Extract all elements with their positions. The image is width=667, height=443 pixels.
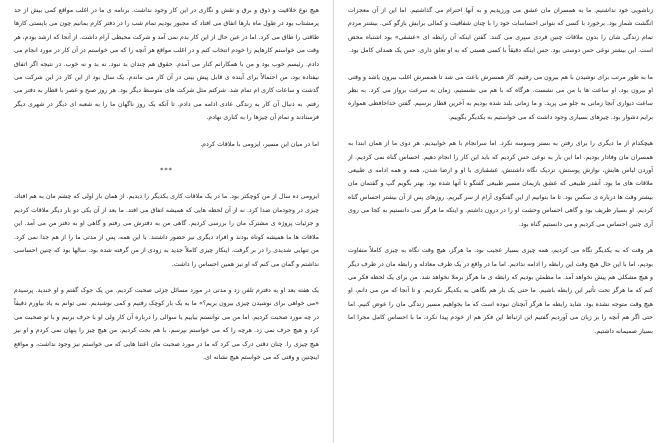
left-paragraph-3: ایزومی ده سال از من کوچکتر بود. ما در یک ملاقات کاری یکدیگر را دیدیم. از همان بار اولی که چشم مان به هم افتاد، چیزی در وجودمان صدا کرد. نه از آن لحظه هایی که همیشه اتفاق می افتد. ما بعد از آن یکی دو بار دیگر ملاقات کردیم و جزئیات پروژه ی مشترک مان را بررسی کردیم. گاهی من به دفترش می رفتم و گاهی او به دفتر من می آمد. این ملاقات ها ما همیشه کوتاه بودند و افراد دیگری نیز حضور داشتند. با این همه، پس از مدتی ما را از هم جدا نمی کرد. من تنهایی شدیدی را در بر گرفت. اینکار چیزی کاملاً جدید به زودی از من گرفته شده بود. سالها بود که چنین احساسی نداشتم و گمان می کنم که او نیز همین احساس را داشت. (14, 193, 319, 268)
right-paragraph-3: هیچکدام از ما دیگری را برای رفتن به بستر وسوسه نکرد. اما سرانجام با هم خوابیدیم. هر دوی ما از همان ابتدا به همسران مان وفادار بودیم. اما این بار به نوعی حس کردیم که باید این کار را انجام دهیم. احساس گناه نمی کردیم. از آوردن لباس هایش، نوازش پوستش، نزدیک نگاه داشتنش، عشقبازی با او و ارضا شدن، همه و همه ادامه ی طبیعی ملاقات های ما بود. آنقدر طبیعی که عشق بازیمان مسیر طبیعی گفتگو با آنها شده بود. بهتر بگویم گپ و گفتمان مان بیشتر وقت ها درباره ی سکس بود. تا ما بتوانیم از این گفتگوی آرام از سر گیریم. روزهای پس از آن بیشتر احساس گناه کردیم. او بسیار ظریف بود و گاهی احساس وحشت او را در درون داشتم. و اینکه ما هرگز نمی دانستیم به کجا می روی آری چنین احساس می کردیم و می دانستیم گناه بود. (348, 140, 653, 228)
left-paragraph-4: یک هفته بعد او به دفترم تلفن زد و مدتی در مورد مسائل جزئی صحبت کردیم. من یک جوک گفتم و او خندید. پرسیدم «می خواهی برای نوشیدن چیزی بیرون بریم؟» ما به یک بار کوچک رفتیم و کمی نوشیدیم. نمی توانم به یاد بیاورم دقیقاً در چه مورد صحبت کردیم. اما من می توانستم بیاییم یا سوالی را درباره آن کار ولی او با حرف برنیم و با تو صحبت می کرد و هیچ حرف نمی زد. هرچه را که می خواستم بپرسم، با هم بحث کردیم. من هیچ چیز را پنهان نمی کردم و او نیز هیچ چیزی را. چنان دقتی درک می کرد که ما در مورد صحبت مان اعتنا هایی که می خواستم نیز وجود نداشت، و مواقع اینچنین و وقتی که می خواستم هیچ نشانه ای. (14, 286, 319, 361)
section-separator: *** (160, 166, 173, 175)
right-paragraph-1: زناشویی خود نداشتیم. ما به همسران مان عشق می ورزیدیم و به آنها احترام می گذاشتیم. اما این از آن معجزات انگشت شمار بود. برخورد با کسی که بتوانی احساسات خود را با چنان شفافیت و کمالی برایش بازگو کنی. بیشتر مردم تمام زندگی شان را بدون ملاقات چنین فردی سپری می کنند. گفتن اینکه آن رابطه ای «عشقی» بود اشتباه محض است. این بیشتر نوعی حس دوستی بود. حس اینکه دقیقاً با کسی هستی که به او تعلق داری. حس یک همدلی کامل بود. (348, 7, 653, 55)
left-paragraph-1: هیچ نوع خلاقیت و ذوق و برق و نقش و نگاری در این کار وجود نداشت. برنامه ی ما در اغلب مواقع کمی بیش از حد پرمشتاب بود در طول ماه بارها اتفاق می افتاد که مجبور بودیم تمام شب را در دفتر کارم بمانیم چون می بایستی کارها طاقتی را طاق می کرد. اما در عین حال از این کار بدم نمی آمد و شرکت محیطی آرام داشت. از آنجا که ارشد بودم، هر وقت می خواستم کارهایم را خودم انتخاب کنم و در اغلب مواقع هر آنچه را که می خواستم در آن کار در مورد انجام می دادم. رئیسم خوب بود و من با همکارانم کنار می آمدم. حقوق هم چندان بد نبود. نه بد و نه خوب. در نتیجه اگر اتفاق نیفتاده بود، من احتمالاً برای آینده ی قابل پیش بینی در آن کار می ماندم. یک سال بود از این کار در این شرکت می گذشت و ساعات کاری ام تمام شد. شرکتم مثل شرکت های متوسط دیگر بود. هر روز صبح و عصر با قطار به دفتر می رفتم. به دنبال آن کار به زندگی عادی ادامه می دادم. تا آنکه یک روز ناگهان ما را به شعبه ای دیگر در شهری دیگر فرستادند و تمام آن چیزها را به کناری نهادم. (14, 7, 319, 122)
right-page (334, 0, 667, 443)
right-paragraph-2: ما به طور مرتب برای نوشیدن با هم بیرون می رفتیم. کار همسرش باعث می شد تا همسرش اغلب بیرون باشد و وقتی او بیرون بود، او ساعت ها با من می نشست. هرگاه که با هم می نشستیم، زمان به سرعت برواز می کرد. به نظر ساعت دیواری آنجا زمانی به جلو می پرید. و ما زمانی بلند شده بودیم به آخرین قطار برسیم. گفتن خداحافظی همواره برایم دشوار بود. چیزهای بسیاری وجود داشت که می خواستیم به یکدیگر بگوییم. (348, 73, 653, 121)
left-paragraph-2: اما در میان این مسیر، ایزومی با ملاقات کردم. (200, 140, 319, 148)
left-page (0, 0, 333, 443)
right-paragraph-4: هر وقت که به یکدیگر نگاه می کردیم، همه چیزی بسیار عجیب بود. ما هرگز، هیچ وقت نگاه به چیزی کاملاً متفاوت بودیم، اما با این حال هیچ وقت این رابطه را ادامه ندادیم. اما ما در واقع در یک طرف معادله و رابطه مان در طرف دیگر و هیچ مشکلی هم پیش نخواهد آمد. ما مطمئن بودیم که رابطه ی ما هرگز برملا نخواهد شد. من برای یک لحظه فکر می کنم که ما هرگز تحت تأثیر این رابطه باشیم. ما حتی یک بار هم نگاهی به یکدیگر نکردیم. و تا آنجا که من می دانم، او هیچ وقت متوجه نشده بود. شاید رابطه ما هرگز آنچنان نبوده است که ما بخواهیم مسیر زندگی مان را عوض کنیم. اما حتی اگر هم آنچه را بر زبان می آوردیم گفتیم این ارتباط این فکر هم از خودم پیدا نکرد، ما با احساس کامل مجرا اما بسیار صمیمانه داشتیم. (348, 247, 653, 335)
right-page-text (348, 4, 653, 443)
left-page-text (14, 4, 319, 443)
